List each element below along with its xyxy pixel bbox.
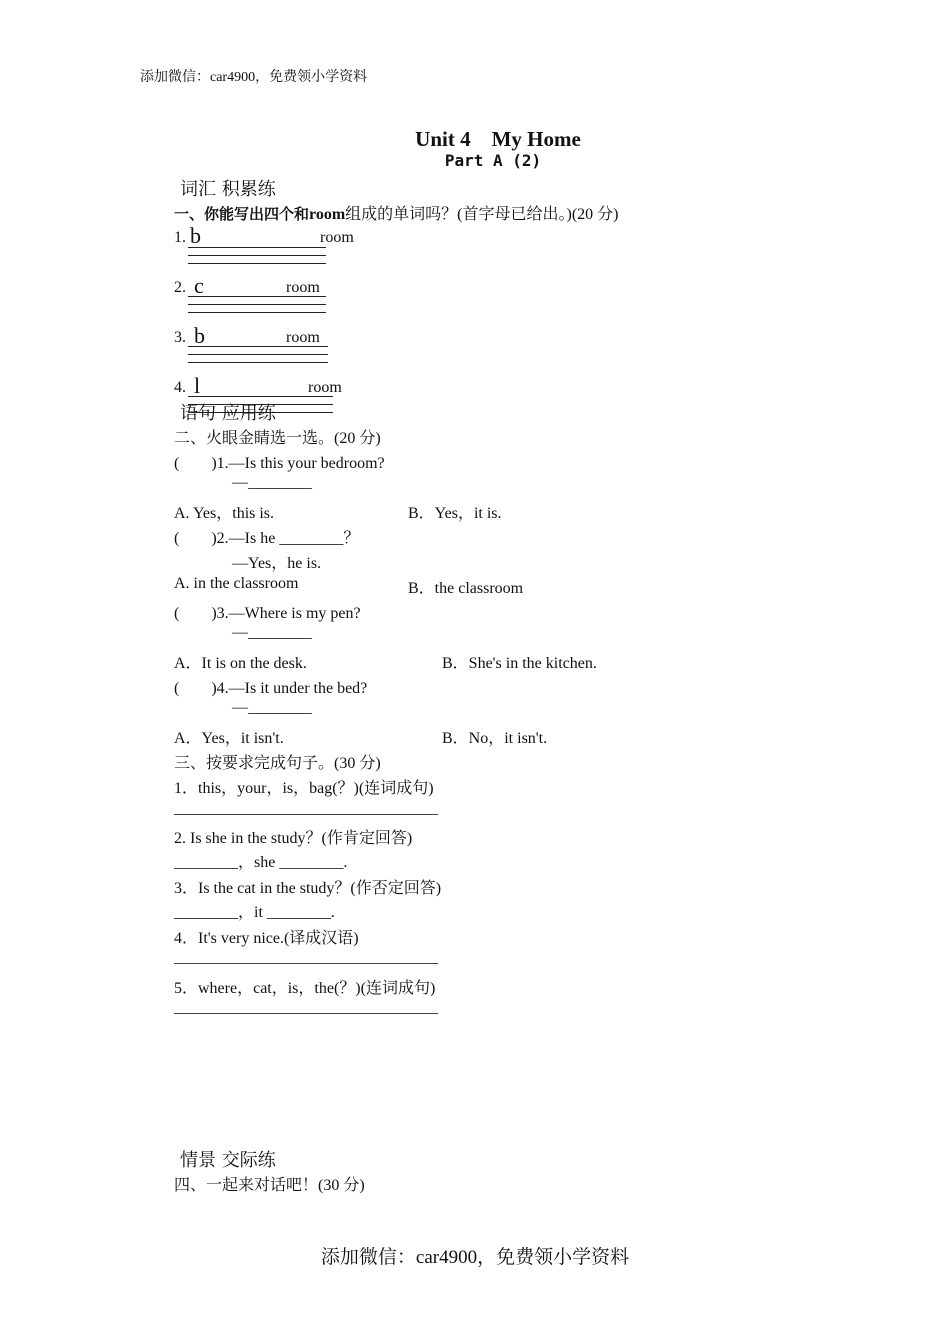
part3-heading: 三、按要求完成句子。(30 分) xyxy=(174,755,381,772)
task-prompt: 1．this，your，is，bag(？)(连词成句) xyxy=(174,780,434,797)
task-answer-line[interactable]: _________________________________ xyxy=(174,999,438,1016)
question-reply: —________ xyxy=(232,699,312,716)
option-b[interactable]: B．the classroom xyxy=(408,580,524,597)
task-answer-line[interactable]: _________________________________ xyxy=(174,949,438,966)
option-a[interactable]: A. Yes，this is. xyxy=(174,505,275,522)
answer-line xyxy=(188,247,326,248)
task-prompt: 5．where，cat，is，the(？)(连词成句) xyxy=(174,980,436,997)
answer-line xyxy=(188,255,326,256)
room-word-item[interactable] xyxy=(174,323,374,369)
part1-heading xyxy=(174,201,618,224)
option-a[interactable]: A．It is on the desk. xyxy=(174,655,307,672)
question-text: ( )3.—Where is my pen? xyxy=(174,605,361,622)
item-number: 3. xyxy=(174,329,186,346)
question-text: ( )4.—Is it under the bed? xyxy=(174,680,368,697)
option-b[interactable]: B．No，it isn't. xyxy=(442,730,548,747)
option-b[interactable]: B．Yes，it is. xyxy=(408,505,502,522)
item-suffix: room xyxy=(308,379,342,396)
answer-line xyxy=(188,362,328,363)
page-title: Unit 4 My Home xyxy=(415,127,581,151)
part1-heading-bold: room xyxy=(309,206,346,223)
task-answer-line[interactable]: ________，it ________. xyxy=(174,904,335,921)
answer-line xyxy=(188,296,326,297)
room-word-item[interactable] xyxy=(174,223,374,269)
option-a[interactable]: A．Yes，it isn't. xyxy=(174,730,284,747)
answer-line xyxy=(188,346,328,347)
task-answer-line[interactable]: _________________________________ xyxy=(174,800,438,817)
item-first-letter: c xyxy=(194,273,204,298)
answer-line xyxy=(188,396,333,397)
answer-line xyxy=(188,304,326,305)
section-sentence: 语句 应用练 xyxy=(180,403,276,424)
part1-heading-post: 组成的单词吗？(首字母已给出。)(20 分) xyxy=(345,206,619,223)
section-scenario: 情景 交际练 xyxy=(180,1150,276,1171)
question-reply: —________ xyxy=(232,624,312,641)
item-suffix: room xyxy=(286,279,320,296)
item-number: 2. xyxy=(174,279,186,296)
task-prompt: 3．Is the cat in the study？(作否定回答) xyxy=(174,880,442,897)
answer-line xyxy=(188,312,326,313)
part2-heading: 二、火眼金睛选一选。(20 分) xyxy=(174,430,381,447)
footer-watermark: 添加微信：car4900，免费领小学资料 xyxy=(320,1247,630,1268)
question-reply: —Yes，he is. xyxy=(232,555,322,572)
task-answer-line[interactable]: ________，she ________. xyxy=(174,854,348,871)
part1-heading-pre: 一、你能写出四个和 xyxy=(174,205,310,223)
item-number: 4. xyxy=(174,379,186,396)
task-prompt: 4．It's very nice.(译成汉语) xyxy=(174,930,359,947)
item-first-letter: b xyxy=(194,323,205,348)
room-word-item[interactable] xyxy=(174,273,374,319)
answer-line xyxy=(188,263,326,264)
item-first-letter: b xyxy=(190,223,201,248)
task-prompt: 2. Is she in the study？(作肯定回答) xyxy=(174,830,413,847)
option-a[interactable]: A. in the classroom xyxy=(174,575,299,592)
item-suffix: room xyxy=(286,329,320,346)
part4-heading: 四、一起来对话吧！(30 分) xyxy=(174,1177,365,1194)
question-text: ( )2.—Is he ________？ xyxy=(174,530,360,547)
item-first-letter: l xyxy=(194,373,201,398)
item-suffix: room xyxy=(320,229,354,246)
answer-line xyxy=(188,354,328,355)
question-text: ( )1.—Is this your bedroom? xyxy=(174,455,385,472)
option-b[interactable]: B．She's in the kitchen. xyxy=(442,655,597,672)
page-subtitle: Part A (2) xyxy=(444,151,542,170)
question-reply: —________ xyxy=(232,474,312,491)
header-watermark: 添加微信：car4900，免费领小学资料 xyxy=(140,70,368,85)
section-vocab: 词汇 积累练 xyxy=(180,179,276,200)
item-number: 1. xyxy=(174,229,186,246)
